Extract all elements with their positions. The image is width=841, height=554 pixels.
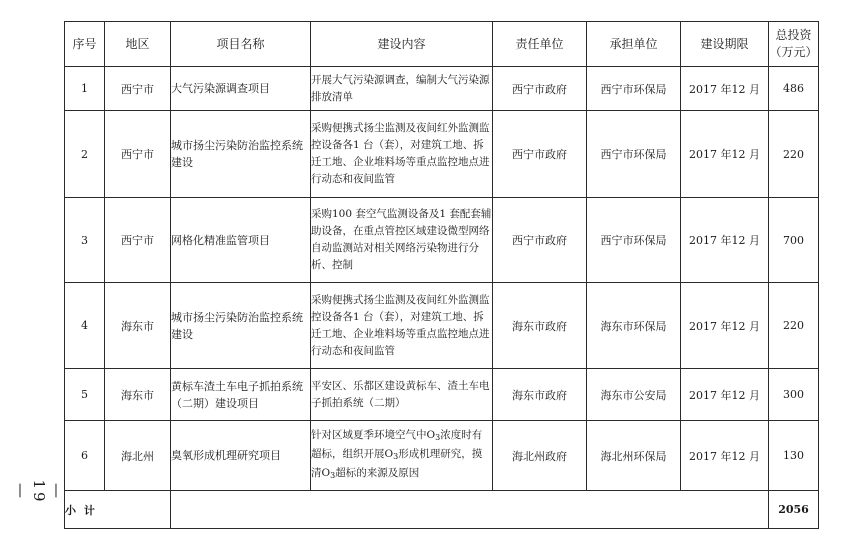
cell-investment: 486 bbox=[769, 67, 819, 111]
cell-seq: 1 bbox=[65, 67, 105, 111]
table-row bbox=[65, 111, 819, 198]
cell-region: 海北州 bbox=[105, 421, 171, 491]
header-investment-label: 总投资 bbox=[775, 28, 812, 42]
cell-seq: 6 bbox=[65, 421, 105, 491]
cell-responsible: 海北州政府 bbox=[493, 421, 587, 491]
cell-seq: 3 bbox=[65, 198, 105, 283]
cell-responsible: 西宁市政府 bbox=[493, 198, 587, 283]
cell-responsible: 西宁市政府 bbox=[493, 67, 587, 111]
cell-seq: 5 bbox=[65, 369, 105, 421]
header-row bbox=[65, 22, 819, 67]
content-text: 超标的来源及原因 bbox=[335, 467, 420, 479]
cell-period: 2017 年12 月 bbox=[681, 421, 769, 491]
header-period: 建设期限 bbox=[681, 22, 769, 67]
cell-undertaker: 西宁市环保局 bbox=[587, 111, 681, 198]
cell-investment: 220 bbox=[769, 283, 819, 369]
subscript-3: 3 bbox=[393, 452, 399, 461]
cell-period: 2017 年12 月 bbox=[681, 283, 769, 369]
header-content: 建设内容 bbox=[311, 22, 493, 67]
table-row bbox=[65, 67, 819, 111]
cell-region: 西宁市 bbox=[105, 111, 171, 198]
cell-investment: 220 bbox=[769, 111, 819, 198]
page-number: — 19 — bbox=[12, 479, 66, 505]
table-row bbox=[65, 369, 819, 421]
cell-investment: 700 bbox=[769, 198, 819, 283]
cell-responsible: 西宁市政府 bbox=[493, 111, 587, 198]
cell-content: 采购100 套空气监测设备及1 套配套辅助设备，在重点管控区域建设微型网络自动监测站对相关网络污染物进行分析、控制 bbox=[311, 198, 493, 283]
cell-undertaker: 海东市公安局 bbox=[587, 369, 681, 421]
cell-content: 采购便携式扬尘监测及夜间红外监测监控设备各1 台（套），对建筑工地、拆迁工地、企业堆料场等重点监控地点进行动态和夜间监管 bbox=[311, 111, 493, 198]
cell-seq: 2 bbox=[65, 111, 105, 198]
cell-project: 网格化精准监管项目 bbox=[171, 198, 311, 283]
project-table bbox=[64, 21, 819, 529]
table-row bbox=[65, 283, 819, 369]
table-row bbox=[65, 198, 819, 283]
subscript-3: 3 bbox=[435, 433, 441, 442]
header-investment-unit: （万元） bbox=[769, 45, 818, 59]
cell-period: 2017 年12 月 bbox=[681, 111, 769, 198]
cell-project: 大气污染源调查项目 bbox=[171, 67, 311, 111]
cell-project: 城市扬尘污染防治监控系统建设 bbox=[171, 111, 311, 198]
cell-responsible: 海东市政府 bbox=[493, 369, 587, 421]
header-undertaker: 承担单位 bbox=[587, 22, 681, 67]
cell-content: 平安区、乐都区建设黄标车、渣土车电子抓拍系统（二期） bbox=[311, 369, 493, 421]
content-text: 形成机理研究，摸清O bbox=[311, 448, 483, 479]
subtotal-empty bbox=[171, 491, 769, 529]
table-row bbox=[65, 421, 819, 491]
subscript-3: 3 bbox=[330, 471, 336, 480]
cell-undertaker: 海北州环保局 bbox=[587, 421, 681, 491]
cell-content bbox=[311, 421, 493, 491]
cell-period: 2017 年12 月 bbox=[681, 67, 769, 111]
header-responsible: 责任单位 bbox=[493, 22, 587, 67]
cell-responsible: 海东市政府 bbox=[493, 283, 587, 369]
header-project: 项目名称 bbox=[171, 22, 311, 67]
cell-project: 黄标车渣土车电子抓拍系统（二期）建设项目 bbox=[171, 369, 311, 421]
header-seq: 序号 bbox=[65, 22, 105, 67]
cell-project: 城市扬尘污染防治监控系统建设 bbox=[171, 283, 311, 369]
cell-content: 采购便携式扬尘监测及夜间红外监测监控设备各1 台（套），对建筑工地、拆迁工地、企业堆料场等重点监控地点进行动态和夜间监管 bbox=[311, 283, 493, 369]
cell-investment: 300 bbox=[769, 369, 819, 421]
cell-seq: 4 bbox=[65, 283, 105, 369]
subtotal-row bbox=[65, 491, 819, 529]
cell-project: 臭氧形成机理研究项目 bbox=[171, 421, 311, 491]
cell-content: 开展大气污染源调查，编制大气污染源排放清单 bbox=[311, 67, 493, 111]
cell-region: 西宁市 bbox=[105, 198, 171, 283]
cell-undertaker: 西宁市环保局 bbox=[587, 67, 681, 111]
content-text: 针对区域夏季环境空气中O bbox=[311, 429, 436, 441]
header-investment bbox=[769, 22, 819, 67]
subtotal-value: 2056 bbox=[769, 491, 819, 529]
cell-undertaker: 西宁市环保局 bbox=[587, 198, 681, 283]
cell-region: 西宁市 bbox=[105, 67, 171, 111]
cell-period: 2017 年12 月 bbox=[681, 369, 769, 421]
cell-region: 海东市 bbox=[105, 283, 171, 369]
cell-undertaker: 海东市环保局 bbox=[587, 283, 681, 369]
subtotal-label: 小 计 bbox=[65, 491, 171, 529]
cell-period: 2017 年12 月 bbox=[681, 198, 769, 283]
cell-investment: 130 bbox=[769, 421, 819, 491]
content-text: 浓度时有超标，组织开展O bbox=[311, 429, 483, 460]
cell-region: 海东市 bbox=[105, 369, 171, 421]
header-region: 地区 bbox=[105, 22, 171, 67]
